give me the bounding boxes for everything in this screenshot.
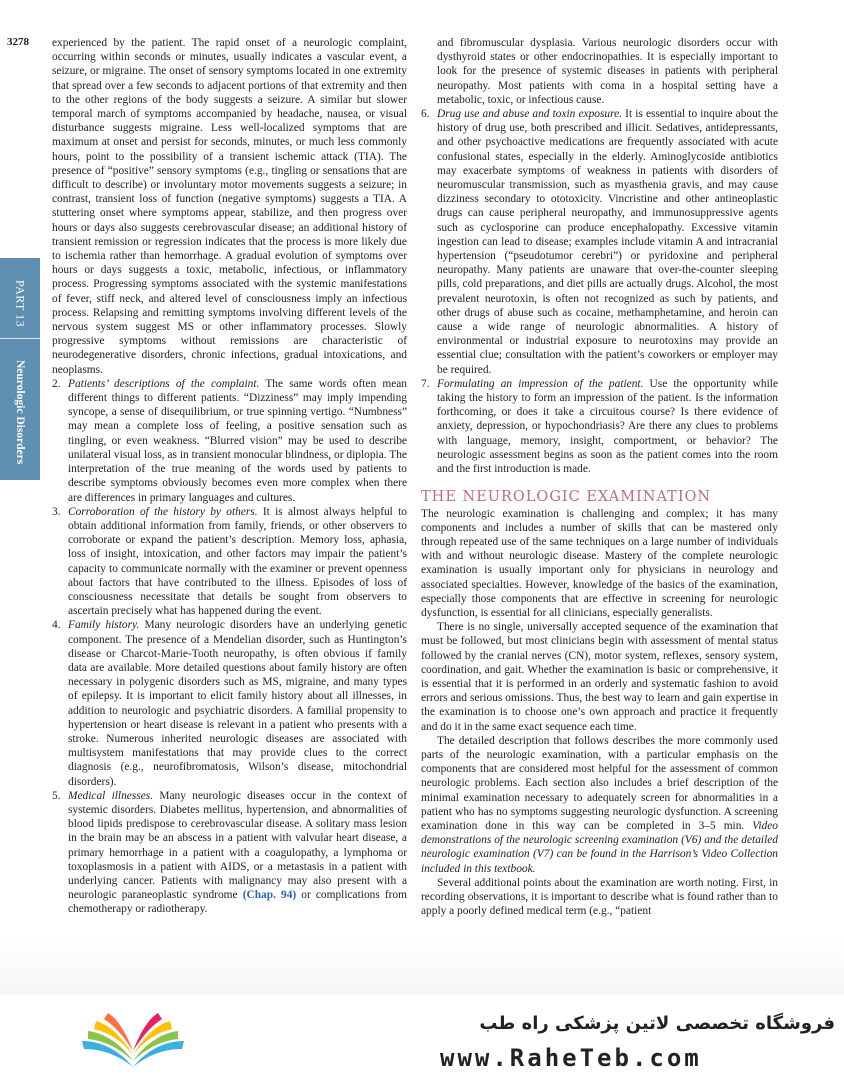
video-note: Video demonstrations of the neurologic screening examination (V6) and the detailed neurologic examination (V7) can be found in the Harrison’s Video Collection included in this textbook. [421, 819, 778, 875]
part-label: PART 13 [13, 280, 28, 328]
exam-paragraph-1: The neurologic examination is challenging and complex; it has many components and includes a number of skills that can be mastered only through repeated use of the same techniques on a large number of individuals with and without neurologic disease. Mastery of the complete neurologic examination is usually important only for physicians in neurology and associated specialties. However, knowledge of the basics of the examination, especially those components that are effective in screening for neurologic dysfunction, is essential for all clinicians, especially generalists. [421, 507, 778, 619]
intro-paragraph: experienced by the patient. The rapid onset of a neurologic complaint, occurring within seconds or minutes, usually indicates a vascular event, a seizure, or migraine. The onset of sensory symptoms located in one extremity that spread over a few seconds to adjacent portions of that extremity and then to the other regions of the body suggests a seizure. A similar but slower temporal march of symptoms accompanied by headache, nausea, or visual disturbance suggests migraine. Less well-localized symptoms that are maximum at onset and persist for seconds, minutes, or much less commonly hours, point to the possibility of a transient ischemic attack (TIA). The presence of “positive” sensory symptoms (e.g., tingling or sensations that are difficult to describe) or involuntary motor movements suggests a seizure; in contrast, transient loss of function (negative symptoms) suggests a TIA. A stuttering onset where symptoms appear, stabilize, and then progress over hours or days also suggests cerebrovascular disease; an additional history of transient remission or regression indicates that the process is more likely due to ischemia rather than hemorrhage. A gradual evolution of symptoms over hours or days suggests a toxic, metabolic, infectious, or inflammatory process. Progressing symptoms associated with the systemic manifestations of fever, stiff neck, and altered level of consciousness imply an infectious process. Relapsing and remitting symptoms involving different levels of the nervous system suggest MS or other inflammatory processes. Slowly progressive symptoms without remissions are characteristic of neurodegenerative disorders, chronic infections, gradual intoxications, and neoplasms. [52, 37, 407, 376]
exam-paragraph-3 [421, 734, 778, 876]
exam-paragraph-3-text: The detailed description that follows describes the more commonly used parts of the neurologic examination, with a particular emphasis on the components that are considered most helpful for the assessment of common neurologic problems. Each section also includes a brief description of the minimal examination necessary to adequately screen for abnormalities in a patient who has no symptoms suggesting neurologic dysfunction. A screening examination done in this way can be completed in 3–5 min. [421, 734, 778, 832]
item-text: The same words often mean different things to different patients. “Dizziness” may imply impending syncope, a sense of disequilibrium, or true spinning vertigo. “Numbness” may mean a complete loss of feeling, a positive sensation such as tingling, or even weakness. “Blurred vision” may be used to describe unilateral visual loss, as in transient monocular blindness, or diplopia. The interpretation of the true meaning of the words used by patients to describe symptoms obviously becomes even more complex when there are differences in primary languages and cultures. [68, 377, 407, 504]
item-text: Many neurologic diseases occur in the context of systemic disorders. Diabetes mellitus, hypertension, and abnormalities of blood lipids predispose to cerebrovascular disease. A solitary mass lesion in the brain may be an abscess in a patient with valvular heart disease, a primary hemorrhage in a patient with a coagulopathy, a lymphoma or toxoplasmosis in a patient with AIDS, or a metastasis in a patient with underlying cancer. Patients with malignancy may also present with a neurologic paraneoplastic syndrome [68, 789, 407, 902]
item-text: Use the opportunity while taking the history to form an impression of the patient. Is the information forthcoming, or does it take a circuitous course? Is there evidence of anxiety, depression, or hypochondriasis? Are there any clues to problems with language, memory, insight, comportment, or behavior? The neurologic assessment begins as soon as the patient comes into the room and the first introduction is made. [437, 377, 778, 476]
item-number: 6. [421, 108, 430, 121]
item-number: 7. [421, 377, 430, 390]
continued-paragraph: and fibromuscular dysplasia. Various neurologic disorders occur with dysthyroid states or other endocrinopathies. It is especially important to look for the presence of systemic diseases in patients with peripheral neuropathy. Most patients with coma in a hospital setting have a metabolic, toxic, or infectious cause. [437, 37, 778, 106]
item-title: Drug use and abuse and toxin exposure. [437, 108, 623, 121]
list-item [421, 377, 778, 476]
item-title: Medical illnesses. [68, 789, 154, 802]
list-item [52, 789, 407, 917]
item-number: 2. [52, 377, 61, 390]
list-item [52, 618, 407, 788]
left-column [52, 36, 407, 917]
tab-divider [0, 338, 40, 339]
list-item [52, 505, 407, 619]
part-title: Neurologic Disorders [14, 359, 26, 465]
part-side-tab [0, 258, 40, 480]
chapter-link[interactable]: (Chap. 94) [242, 889, 297, 902]
item-number: 3. [52, 505, 61, 518]
exam-paragraph-2: There is no single, universally accepted sequence of the examination that must be followed, but most clinicians begin with assessment of mental status followed by the cranial nerves (CN), motor system, reflexes, sensory system, coordination, and gait. Whether the examination is basic or comprehensive, it is essential that it is performed in an orderly and systematic fashion to avoid errors and serious omissions. Thus, the best way to learn and gain expertise in the examination is to choose one’s own approach and practice it frequently and do it in the same exact sequence each time. [421, 621, 778, 733]
exam-paragraph-4: Several additional points about the examination are worth noting. First, in recording observations, it is important to describe what is found rather than to apply a poorly defined medical term (e.g., “patient [421, 876, 778, 918]
item-title: Patients’ descriptions of the complaint. [68, 377, 260, 390]
item-text-after: or complications from chemotherapy or radiotherapy. [68, 889, 407, 916]
item-title: Family history. [68, 619, 140, 632]
item-text: It is essential to inquire about the history of drug use, both prescribed and illicit. Sedatives, antidepressants, and other psychoactive medications are frequently associated with acute confusional states, especially in the elderly. Aminoglycoside antibiotics may exacerbate symptoms of weakness in patients with disorders of neuromuscular transmission, such as myasthenia gravis, and may cause dizziness secondary to ototoxicity. Vincristine and other antineoplastic drugs can cause peripheral neuropathy, and immunosuppressive agents such as cyclosporine can produce encephalopathy. Excessive vitamin ingestion can lead to disease; examples include vitamin A and intracranial hypertension (“pseudotumor cerebri”) or pyridoxine and peripheral neuropathy. Many patients are unaware that over-the-counter sleeping pills, cold preparations, and diet pills are actually drugs. Alcohol, the most prevalent neurotoxin, is often not recognized as such by patients, and other drugs of abuse such as cocaine, methamphetamine, and heroin can cause a wide range of neurologic abnormalities. A history of environmental or industrial exposure to neurotoxins may provide an essential clue; consultation with the patient’s coworkers or employer may be required. [437, 108, 778, 376]
item-title: Formulating an impression of the patient. [437, 377, 644, 390]
list-item [52, 377, 407, 505]
section-heading: THE NEUROLOGIC EXAMINATION [421, 489, 712, 506]
item-number: 5. [52, 789, 61, 802]
item-title: Corroboration of the history by others. [68, 505, 258, 518]
store-name: فروشگاه تخصصی لاتین پزشکی راه طب [479, 1013, 835, 1034]
list-item [421, 107, 778, 377]
right-column [421, 36, 778, 918]
page-number: 3278 [7, 36, 29, 48]
item-text: It is almost always helpful to obtain additional information from family, friends, or other observers to corroborate or expand the patient’s description. Memory loss, aphasia, loss of insight, intoxication, and other factors may impair the patient’s capacity to communicate normally with the examiner or prevent openness about factors that have contributed to the illness. Episodes of loss of consciousness necessitate that details be sought from observers to ascertain precisely what has happened during the event. [68, 505, 407, 618]
item-number: 4. [52, 619, 61, 632]
item-text: Many neurologic disorders have an underlying genetic component. The presence of a Mendelian disorder, such as Huntington’s disease or Charcot-Marie-Tooth neuropathy, is often obvious if family data are available. More detailed questions about family history are often necessary in polygenic disorders such as MS, migraine, and many types of epilepsy. It is important to elicit family history about all illnesses, in addition to neurologic and psychiatric disorders. A familial propensity to hypertension or heart disease is relevant in a patient who presents with a stroke. Numerous inherited neurologic diseases are associated with multisystem manifestations that may provide clues to the correct diagnosis (e.g., neurofibromatosis, Wilson’s disease, mitochondrial disorders). [68, 619, 407, 788]
book-logo-icon [78, 1005, 188, 1073]
website-url[interactable]: www.RaheTeb.com [440, 1044, 702, 1072]
bottom-fade [0, 940, 844, 1000]
